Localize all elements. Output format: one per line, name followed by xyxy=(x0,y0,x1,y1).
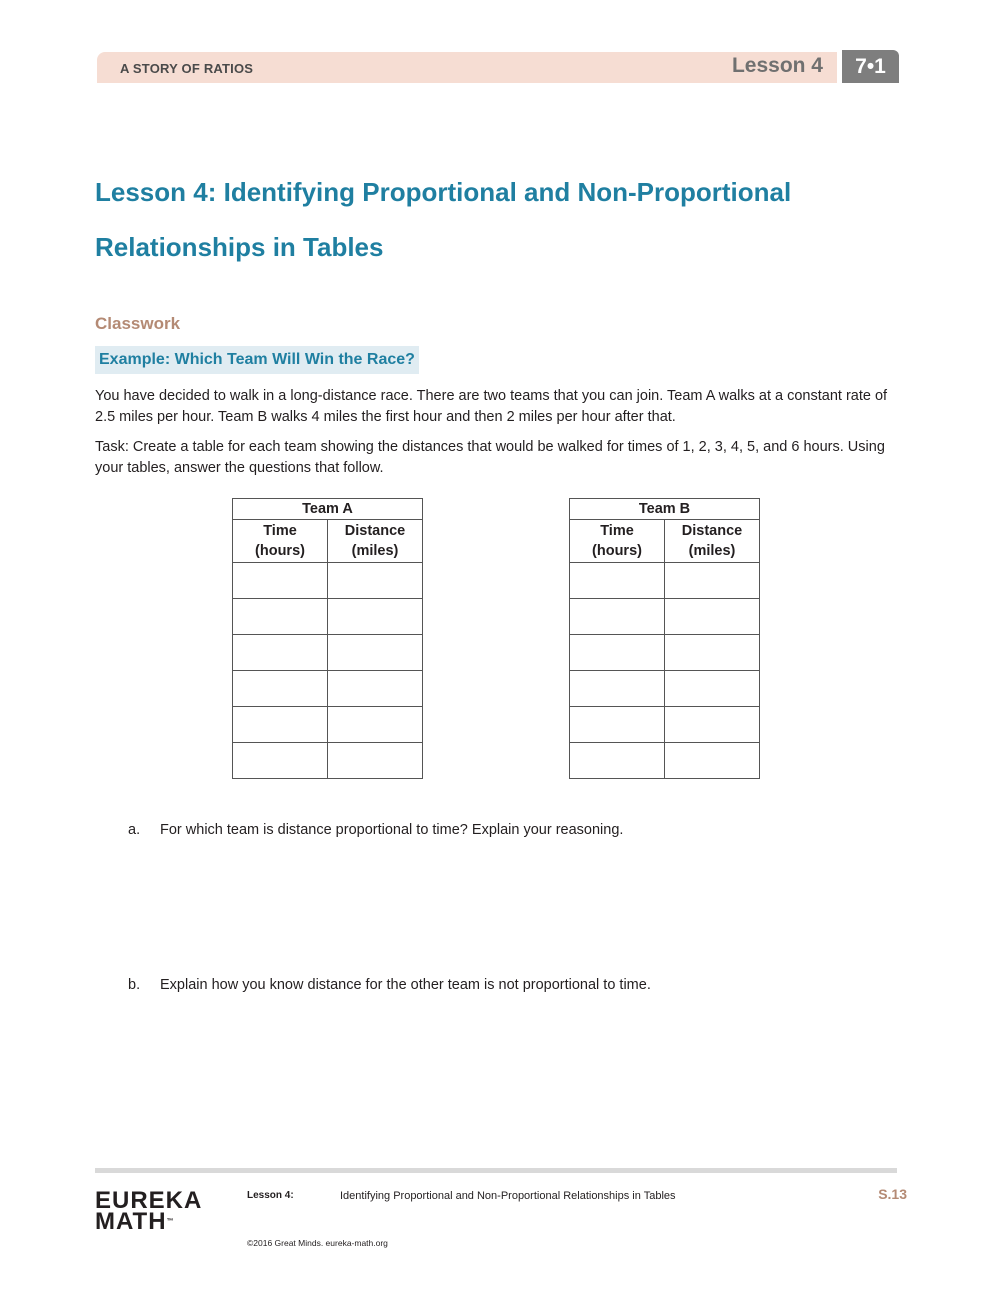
task-paragraph: Task: Create a table for each team showing the distances that would be walked for times of 1, 2, 3, 4, 5, and 6 hours. Using your tables, answer the questions that follow. xyxy=(95,439,885,476)
header-lesson: Lesson 4 xyxy=(731,54,823,77)
distance-cell[interactable] xyxy=(665,743,760,779)
table-row xyxy=(570,671,760,707)
question-text: Explain how you know distance for the other team is not proportional to time. xyxy=(160,977,651,993)
example-heading: Example: Which Team Will Win the Race? xyxy=(95,346,419,374)
distance-column-header xyxy=(328,520,423,563)
table-row xyxy=(233,635,423,671)
column-header-unit: (hours) xyxy=(255,543,305,559)
time-cell[interactable] xyxy=(233,743,328,779)
footer-lesson-label: Lesson 4: xyxy=(247,1190,294,1201)
distance-cell[interactable] xyxy=(328,707,423,743)
column-header-line: Distance xyxy=(681,523,743,539)
question-a xyxy=(128,822,623,838)
distance-cell[interactable] xyxy=(665,563,760,599)
logo-line-2: MATH xyxy=(95,1208,167,1235)
table-row xyxy=(570,743,760,779)
column-header-unit: (hours) xyxy=(592,543,642,559)
time-cell[interactable] xyxy=(570,671,665,707)
table-title: Team B xyxy=(570,499,760,520)
time-cell[interactable] xyxy=(570,635,665,671)
distance-cell[interactable] xyxy=(328,635,423,671)
table-row xyxy=(233,599,423,635)
table-row xyxy=(233,563,423,599)
column-header-line: Distance xyxy=(344,523,406,539)
time-cell[interactable] xyxy=(233,671,328,707)
table-title: Team A xyxy=(233,499,423,520)
column-header-line: Time xyxy=(600,523,634,539)
team-a-table xyxy=(232,498,423,779)
footer-divider xyxy=(95,1168,897,1173)
table-row xyxy=(570,599,760,635)
distance-cell[interactable] xyxy=(665,635,760,671)
copyright: ©2016 Great Minds. eureka-math.org xyxy=(247,1238,388,1248)
question-label: a. xyxy=(128,822,141,838)
time-cell[interactable] xyxy=(570,563,665,599)
distance-cell[interactable] xyxy=(328,563,423,599)
page-number: S.13 xyxy=(878,1186,907,1202)
time-cell[interactable] xyxy=(233,635,328,671)
time-column-header xyxy=(233,520,328,563)
section-heading: Classwork xyxy=(95,314,181,333)
distance-cell[interactable] xyxy=(328,671,423,707)
team-b-table xyxy=(569,498,760,779)
table-row xyxy=(570,707,760,743)
time-cell[interactable] xyxy=(570,743,665,779)
logo-line-1: EUREKA xyxy=(95,1187,203,1214)
column-header-unit: (miles) xyxy=(688,543,736,559)
distance-cell[interactable] xyxy=(328,599,423,635)
footer-lesson-title: Identifying Proportional and Non-Proportional Relationships in Tables xyxy=(340,1190,676,1202)
column-header-unit: (miles) xyxy=(351,543,399,559)
question-text: For which team is distance proportional to time? Explain your reasoning. xyxy=(160,822,624,838)
distance-cell[interactable] xyxy=(328,743,423,779)
header-series: A STORY OF RATIOS xyxy=(120,61,254,76)
distance-column-header xyxy=(665,520,760,563)
distance-cell[interactable] xyxy=(665,707,760,743)
time-column-header xyxy=(570,520,665,563)
time-cell[interactable] xyxy=(233,599,328,635)
column-header-line: Time xyxy=(263,523,297,539)
question-b xyxy=(128,977,651,993)
table-row xyxy=(570,635,760,671)
table-row xyxy=(233,671,423,707)
time-cell[interactable] xyxy=(570,599,665,635)
time-cell[interactable] xyxy=(233,563,328,599)
intro-paragraph: You have decided to walk in a long-distance race. There are two teams that you can join. Team A walks at a constant rate of 2.5 miles per hour. Team B walks 4 miles the first hour and then 2 miles per hour after that. xyxy=(95,388,888,425)
distance-cell[interactable] xyxy=(665,671,760,707)
distance-cell[interactable] xyxy=(665,599,760,635)
eureka-math-logo xyxy=(95,1187,203,1235)
table-row xyxy=(570,563,760,599)
time-cell[interactable] xyxy=(570,707,665,743)
header-grade-module: 7•1 xyxy=(842,50,899,83)
trademark: ™ xyxy=(166,1218,174,1225)
table-row xyxy=(233,707,423,743)
table-row xyxy=(233,743,423,779)
time-cell[interactable] xyxy=(233,707,328,743)
page-title: Lesson 4: Identifying Proportional and Non-Proportional Relationships in Tables xyxy=(95,177,792,262)
question-label: b. xyxy=(128,977,141,993)
